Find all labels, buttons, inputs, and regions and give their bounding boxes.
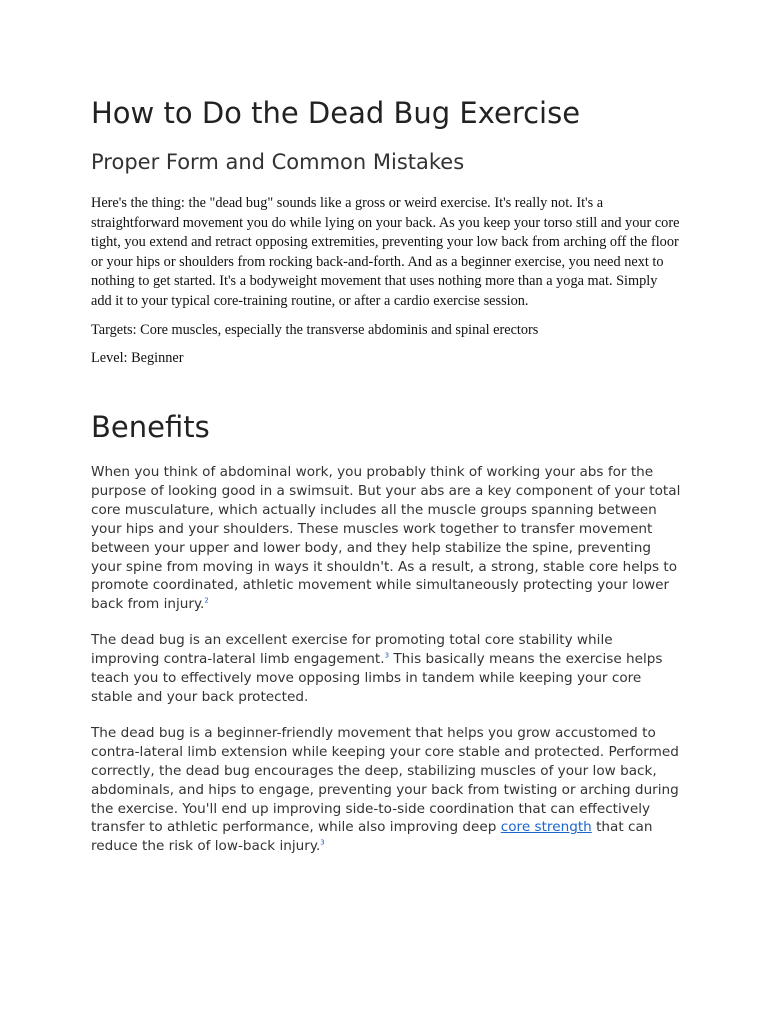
benefits-paragraph-3 [91, 724, 681, 856]
targets-text: Targets: Core muscles, especially the transverse abdominis and spinal erectors [91, 321, 539, 338]
intro-section [91, 194, 681, 378]
benefits-paragraph-1 [91, 463, 681, 614]
citation-link[interactable]: 2 [204, 596, 209, 605]
core-strength-link[interactable]: core strength [500, 819, 592, 836]
intro-paragraph: Here's the thing: the "dead bug" sounds like a gross or weird exercise. It's really not. It's a straightforward movement you do while lying on your back. As you keep your torso still and your core tight, you extend and retract opposing extremities, preventing your low back from arching off the floor or your hips or shoulders from rocking back-and-forth. And as a beginner exercise, you need next to nothing to get started. It's a bodyweight movement that uses nothing more than a yoga mat. Simply add it to your typical core-training routine, or after a cardio exercise session. [91, 195, 680, 309]
benefits-paragraph-2-text-a: The dead bug is an excellent exercise for promoting total core stability while improving contra-lateral limb engagement. [91, 632, 613, 668]
page-title: How to Do the Dead Bug Exercise [91, 96, 581, 130]
page-subtitle: Proper Form and Common Mistakes [91, 150, 465, 174]
benefits-paragraph-1-text: When you think of abdominal work, you probably think of working your abs for the purpose of looking good in a swimsuit. But your abs are a key component of your total core musculature, which actually includes all the muscle groups spanning between your hips and your shoulders. These muscles work together to transfer movement between your upper and lower body, and they help stabilize the spine, preventing your spine from moving in ways it shouldn't. As a result, a strong, stable core helps to promote coordinated, athletic movement while simultaneously protecting your lower back from injury. [91, 464, 681, 613]
benefits-paragraph-3-text-b: that can reduce the risk of low-back injury. [91, 819, 653, 855]
benefits-section [91, 463, 681, 873]
benefits-heading: Benefits [91, 410, 210, 444]
citation-link[interactable]: 3 [384, 651, 390, 660]
benefits-paragraph-3-text-a: The dead bug is a beginner-friendly movement that helps you grow accustomed to contra-lateral limb extension while keeping your core stable and protected. Performed correctly, the dead bug encourages the deep, stabilizing muscles of your low back, abdominals, and hips to engage, preventing your back from twisting or arching during the exercise. You'll end up improving side-to-side coordination that can effectively transfer to athletic performance, while also improving deep [91, 724, 679, 836]
citation-link[interactable]: 3 [320, 838, 325, 847]
benefits-paragraph-2-text-b: This basically means the exercise helps teach you to effectively move opposing limbs in tandem while keeping your core stable and your back protected. [91, 651, 663, 705]
level-text: Level: Beginner [91, 350, 184, 367]
benefits-paragraph-2 [91, 631, 681, 707]
